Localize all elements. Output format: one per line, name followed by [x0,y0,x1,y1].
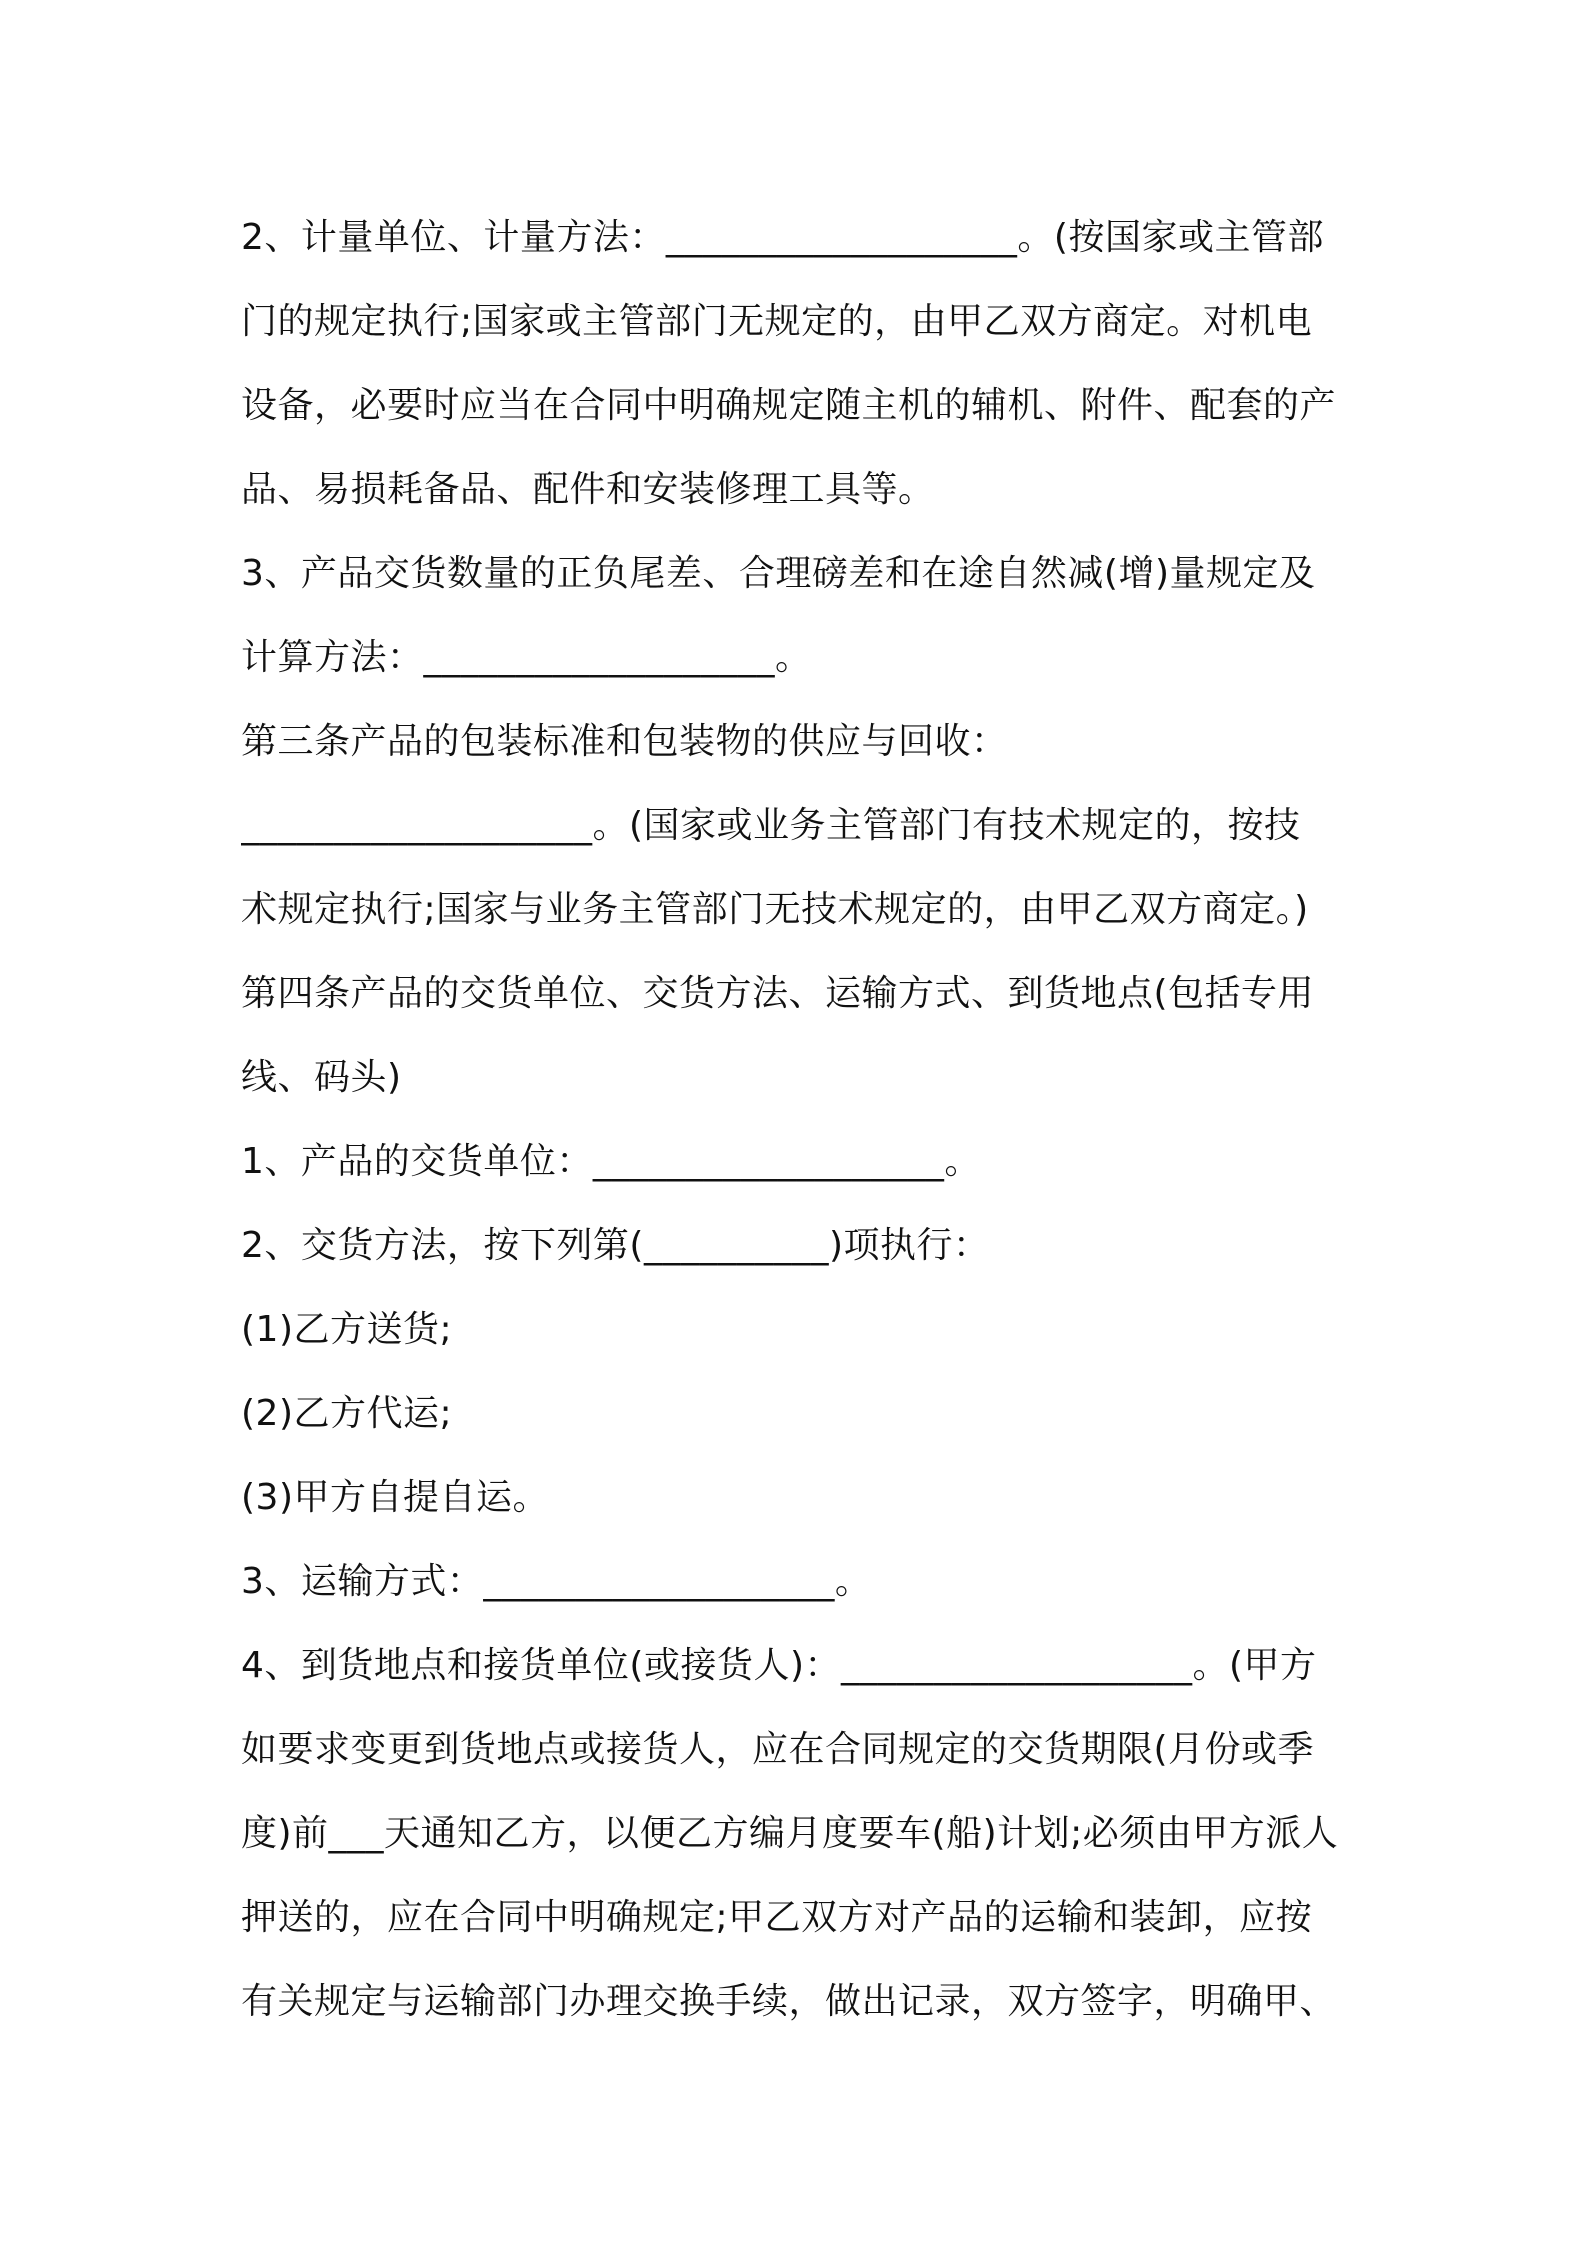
text-line: 押送的，应在合同中明确规定;甲乙双方对产品的运输和装卸，应按 [241,1897,1313,1938]
text-line: 门的规定执行;国家或主管部门无规定的，由甲乙双方商定。对机电 [241,301,1313,342]
text-line: 第三条产品的包装标准和包装物的供应与回收： [241,721,1008,762]
text-line: 2、交货方法，按下列第(__________)项执行： [241,1225,990,1266]
text-line: (2)乙方代运; [241,1393,453,1434]
text-line: 2、计量单位、计量方法：___________________。(按国家或主管部 [241,217,1324,258]
text-line: (1)乙方送货; [241,1309,453,1350]
text-line: 术规定执行;国家与业务主管部门无技术规定的，由甲乙双方商定。) [241,889,1309,930]
text-line: 度)前___天通知乙方，以便乙方编月度要车(船)计划;必须由甲方派人 [241,1813,1339,1854]
text-line: 3、运输方式：___________________。 [241,1561,872,1602]
text-line: 3、产品交货数量的正负尾差、合理磅差和在途自然减(增)量规定及 [241,553,1316,594]
text-line: 4、到货地点和接货单位(或接货人)：___________________。(甲方 [241,1645,1317,1686]
text-line: (3)甲方自提自运。 [241,1477,549,1518]
text-line: 有关规定与运输部门办理交换手续，做出记录，双方签字，明确甲、 [241,1981,1337,2022]
text-line: 1、产品的交货单位：___________________。 [241,1141,981,1182]
text-line: 如要求变更到货地点或接货人，应在合同规定的交货期限(月份或季 [241,1729,1315,1770]
contract-text-body [241,196,1361,2044]
text-line: ___________________。(国家或业务主管部门有技术规定的，按技 [241,805,1301,846]
text-line: 线、码头) [241,1057,402,1098]
text-line: 第四条产品的交货单位、交货方法、运输方式、到货地点(包括专用 [241,973,1315,1014]
text-line: 品、易损耗备品、配件和安装修理工具等。 [241,469,935,510]
text-line: 设备，必要时应当在合同中明确规定随主机的辅机、附件、配套的产 [241,385,1337,426]
text-line: 计算方法：___________________。 [241,637,812,678]
